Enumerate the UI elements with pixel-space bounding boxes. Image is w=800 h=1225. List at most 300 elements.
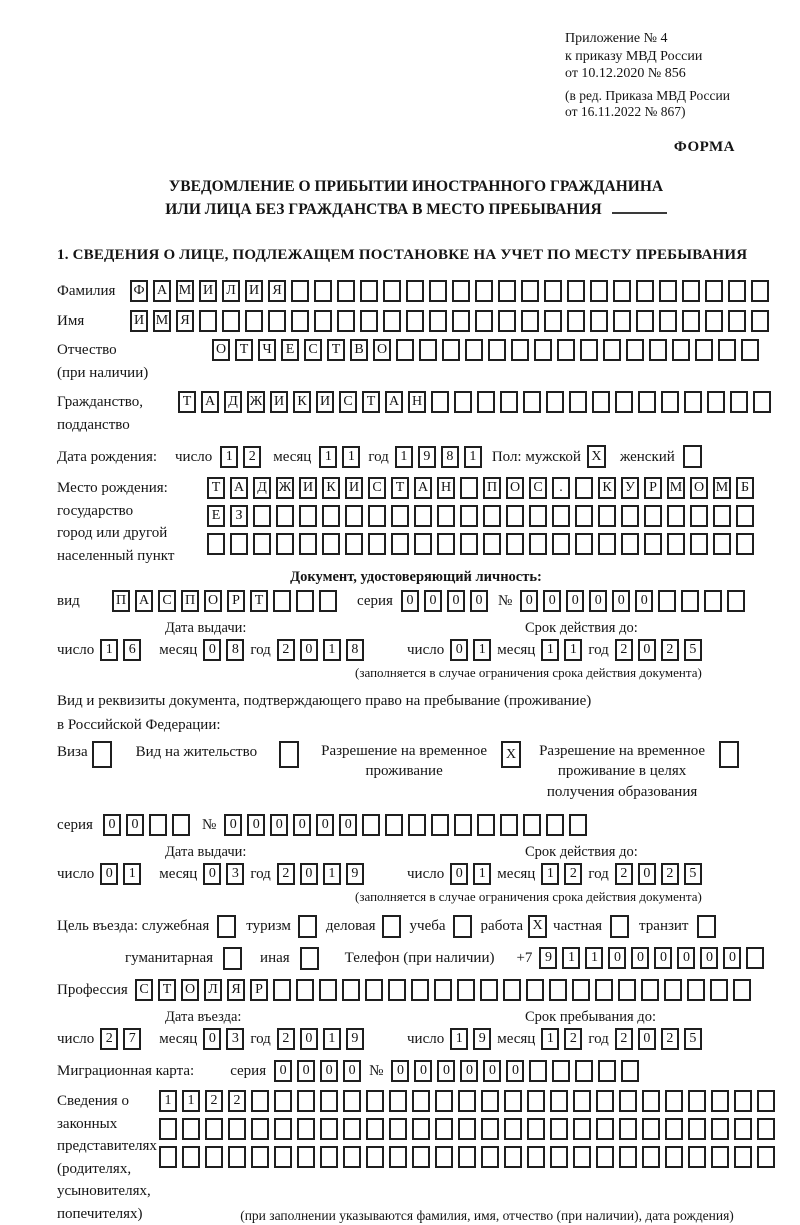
char-box[interactable] [705,280,723,302]
char-box[interactable] [297,1118,315,1140]
char-box[interactable] [149,814,167,836]
char-box[interactable] [454,814,472,836]
char-box[interactable] [228,1146,246,1168]
char-box[interactable]: О [204,590,222,612]
char-box[interactable]: 1 [319,446,337,468]
char-box[interactable] [596,1118,614,1140]
char-box[interactable] [319,590,337,612]
char-box[interactable]: 0 [391,1060,409,1082]
char-box[interactable]: 2 [277,1028,295,1050]
char-box[interactable] [452,280,470,302]
char-box[interactable] [251,1090,269,1112]
char-box[interactable] [483,533,501,555]
char-box[interactable] [299,533,317,555]
char-box[interactable] [458,1118,476,1140]
char-box[interactable] [391,533,409,555]
char-box[interactable] [504,1118,522,1140]
char-box[interactable] [621,505,639,527]
char-box[interactable] [475,280,493,302]
char-box[interactable] [711,1118,729,1140]
char-box[interactable]: И [130,310,148,332]
char-box[interactable] [621,1060,639,1082]
char-box[interactable]: 2 [243,446,261,468]
char-box[interactable]: С [158,590,176,612]
char-box[interactable]: 0 [343,1060,361,1082]
char-box[interactable] [550,1118,568,1140]
char-box[interactable] [92,741,112,768]
char-box[interactable]: 0 [520,590,538,612]
char-box[interactable] [697,915,716,938]
char-box[interactable] [665,1146,683,1168]
char-box[interactable] [713,533,731,555]
char-box[interactable] [682,280,700,302]
char-box[interactable]: К [322,477,340,499]
char-box[interactable] [345,533,363,555]
char-box[interactable] [279,741,299,768]
char-box[interactable] [274,1090,292,1112]
char-box[interactable] [500,814,518,836]
char-box[interactable] [734,1118,752,1140]
char-box[interactable]: 2 [277,863,295,885]
char-box[interactable] [610,915,629,938]
char-box[interactable]: 3 [226,1028,244,1050]
char-box[interactable]: 0 [297,1060,315,1082]
char-box[interactable] [552,533,570,555]
char-box[interactable]: Д [253,477,271,499]
char-box[interactable] [511,339,529,361]
char-box[interactable] [688,1118,706,1140]
char-box[interactable]: 5 [684,1028,702,1050]
char-box[interactable] [598,505,616,527]
char-box[interactable]: 1 [100,639,118,661]
char-box[interactable] [217,915,236,938]
char-box[interactable]: 1 [564,639,582,661]
char-box[interactable]: 0 [203,1028,221,1050]
char-box[interactable] [575,1060,593,1082]
char-box[interactable] [408,814,426,836]
char-box[interactable]: В [350,339,368,361]
char-box[interactable]: Я [227,979,245,1001]
char-box[interactable] [753,391,771,413]
char-box[interactable] [552,505,570,527]
char-box[interactable] [711,1146,729,1168]
char-box[interactable] [618,979,636,1001]
char-box[interactable] [665,1090,683,1112]
char-box[interactable] [526,979,544,1001]
char-box[interactable] [546,391,564,413]
char-box[interactable] [314,310,332,332]
char-box[interactable]: 0 [320,1060,338,1082]
char-box[interactable]: И [270,391,288,413]
char-box[interactable]: З [230,505,248,527]
char-box[interactable]: К [293,391,311,413]
char-box[interactable] [642,1090,660,1112]
char-box[interactable] [690,505,708,527]
char-box[interactable] [549,979,567,1001]
char-box[interactable]: А [414,477,432,499]
char-box[interactable] [619,1118,637,1140]
char-box[interactable] [626,339,644,361]
char-box[interactable] [276,533,294,555]
char-box[interactable] [253,505,271,527]
char-box[interactable] [659,310,677,332]
char-box[interactable] [182,1146,200,1168]
char-box[interactable] [337,280,355,302]
char-box[interactable]: А [153,280,171,302]
char-box[interactable]: С [135,979,153,1001]
char-box[interactable]: А [385,391,403,413]
char-box[interactable] [506,533,524,555]
char-box[interactable] [688,1146,706,1168]
char-box[interactable]: 0 [612,590,630,612]
char-box[interactable]: Н [408,391,426,413]
char-box[interactable]: М [713,477,731,499]
char-box[interactable]: 0 [506,1060,524,1082]
char-box[interactable]: Д [224,391,242,413]
char-box[interactable]: 8 [441,446,459,468]
char-box[interactable]: 2 [277,639,295,661]
char-box[interactable]: Л [222,280,240,302]
char-box[interactable]: 0 [293,814,311,836]
char-box[interactable]: Я [176,310,194,332]
char-box[interactable] [488,339,506,361]
char-box[interactable]: 0 [424,590,442,612]
char-box[interactable]: Ж [247,391,265,413]
char-box[interactable] [649,339,667,361]
char-box[interactable] [728,310,746,332]
char-box[interactable] [388,979,406,1001]
char-box[interactable] [638,391,656,413]
char-box[interactable]: 6 [123,639,141,661]
char-box[interactable]: 1 [473,639,491,661]
char-box[interactable]: С [368,477,386,499]
char-box[interactable] [320,1090,338,1112]
char-box[interactable] [480,979,498,1001]
char-box[interactable]: . [552,477,570,499]
char-box[interactable]: 0 [274,1060,292,1082]
char-box[interactable]: 0 [700,947,718,969]
char-box[interactable]: Ч [258,339,276,361]
char-box[interactable] [437,505,455,527]
char-box[interactable]: П [483,477,501,499]
char-box[interactable] [621,533,639,555]
char-box[interactable]: 0 [589,590,607,612]
char-box[interactable] [521,280,539,302]
char-box[interactable] [460,505,478,527]
char-box[interactable] [757,1146,775,1168]
char-box[interactable]: Р [644,477,662,499]
char-box[interactable]: 1 [323,1028,341,1050]
char-box[interactable] [736,505,754,527]
char-box[interactable]: X [528,915,547,938]
char-box[interactable] [299,505,317,527]
char-box[interactable]: Ж [276,477,294,499]
char-box[interactable] [544,280,562,302]
char-box[interactable] [366,1146,384,1168]
char-box[interactable] [683,445,702,468]
char-box[interactable] [734,1146,752,1168]
char-box[interactable] [383,280,401,302]
char-box[interactable]: 0 [677,947,695,969]
char-box[interactable] [569,814,587,836]
char-box[interactable] [567,280,585,302]
char-box[interactable] [319,979,337,1001]
char-box[interactable]: Я [268,280,286,302]
char-box[interactable] [736,533,754,555]
char-box[interactable] [360,280,378,302]
char-box[interactable] [322,533,340,555]
char-box[interactable] [575,477,593,499]
char-box[interactable]: Н [437,477,455,499]
char-box[interactable] [504,1146,522,1168]
char-box[interactable]: А [230,477,248,499]
char-box[interactable] [431,391,449,413]
char-box[interactable] [274,1118,292,1140]
char-box[interactable] [704,590,722,612]
char-box[interactable]: О [506,477,524,499]
char-box[interactable] [222,310,240,332]
char-box[interactable] [595,979,613,1001]
char-box[interactable] [230,533,248,555]
char-box[interactable] [644,505,662,527]
char-box[interactable]: 5 [684,639,702,661]
char-box[interactable]: 9 [346,863,364,885]
char-box[interactable] [429,310,447,332]
char-box[interactable] [343,1118,361,1140]
char-box[interactable] [343,1146,361,1168]
char-box[interactable]: М [153,310,171,332]
char-box[interactable]: 0 [126,814,144,836]
char-box[interactable]: И [345,477,363,499]
char-box[interactable] [596,1090,614,1112]
char-box[interactable] [642,1118,660,1140]
char-box[interactable] [414,533,432,555]
char-box[interactable] [575,533,593,555]
char-box[interactable]: 0 [470,590,488,612]
char-box[interactable] [641,979,659,1001]
char-box[interactable] [320,1146,338,1168]
char-box[interactable]: 8 [226,639,244,661]
char-box[interactable] [573,1090,591,1112]
char-box[interactable] [619,1146,637,1168]
char-box[interactable] [719,741,739,768]
char-box[interactable] [382,915,401,938]
char-box[interactable] [475,310,493,332]
char-box[interactable] [498,280,516,302]
char-box[interactable]: Т [362,391,380,413]
char-box[interactable]: X [501,741,521,768]
char-box[interactable]: Р [227,590,245,612]
char-box[interactable] [389,1118,407,1140]
char-box[interactable] [527,1146,545,1168]
char-box[interactable] [619,1090,637,1112]
char-box[interactable] [695,339,713,361]
char-box[interactable] [572,979,590,1001]
char-box[interactable]: Л [204,979,222,1001]
char-box[interactable] [481,1146,499,1168]
char-box[interactable] [751,310,769,332]
char-box[interactable] [458,1146,476,1168]
char-box[interactable]: 0 [300,863,318,885]
char-box[interactable] [434,979,452,1001]
char-box[interactable]: Ф [130,280,148,302]
char-box[interactable] [435,1118,453,1140]
char-box[interactable] [523,391,541,413]
char-box[interactable] [569,391,587,413]
char-box[interactable] [713,505,731,527]
char-box[interactable]: 7 [123,1028,141,1050]
char-box[interactable] [412,1090,430,1112]
char-box[interactable] [391,505,409,527]
char-box[interactable]: О [690,477,708,499]
char-box[interactable]: 8 [346,639,364,661]
char-box[interactable]: 0 [566,590,584,612]
char-box[interactable]: 9 [418,446,436,468]
char-box[interactable] [223,947,242,970]
char-box[interactable] [460,533,478,555]
char-box[interactable]: 1 [323,639,341,661]
char-box[interactable] [727,590,745,612]
char-box[interactable] [550,1146,568,1168]
char-box[interactable]: И [245,280,263,302]
char-box[interactable] [590,280,608,302]
char-box[interactable] [615,391,633,413]
char-box[interactable] [205,1146,223,1168]
char-box[interactable]: Т [158,979,176,1001]
char-box[interactable] [710,979,728,1001]
char-box[interactable] [529,533,547,555]
char-box[interactable] [453,915,472,938]
char-box[interactable]: 0 [638,863,656,885]
char-box[interactable] [667,533,685,555]
char-box[interactable]: И [316,391,334,413]
char-box[interactable]: 0 [316,814,334,836]
char-box[interactable]: 0 [638,1028,656,1050]
char-box[interactable] [366,1118,384,1140]
char-box[interactable] [575,505,593,527]
char-box[interactable] [613,310,631,332]
char-box[interactable] [598,1060,616,1082]
char-box[interactable]: 1 [464,446,482,468]
char-box[interactable]: Е [281,339,299,361]
char-box[interactable] [746,947,764,969]
char-box[interactable] [644,533,662,555]
char-box[interactable]: У [621,477,639,499]
char-box[interactable] [590,310,608,332]
char-box[interactable]: 1 [395,446,413,468]
char-box[interactable] [429,280,447,302]
char-box[interactable] [718,339,736,361]
char-box[interactable] [276,505,294,527]
char-box[interactable] [730,391,748,413]
char-box[interactable]: 1 [220,446,238,468]
char-box[interactable]: 1 [123,863,141,885]
char-box[interactable]: 1 [562,947,580,969]
char-box[interactable]: А [201,391,219,413]
char-box[interactable]: 0 [460,1060,478,1082]
char-box[interactable]: 1 [450,1028,468,1050]
char-box[interactable]: 9 [473,1028,491,1050]
char-box[interactable] [345,505,363,527]
char-box[interactable] [396,339,414,361]
char-box[interactable] [298,915,317,938]
char-box[interactable] [598,533,616,555]
char-box[interactable] [205,1118,223,1140]
char-box[interactable]: 0 [339,814,357,836]
char-box[interactable] [337,310,355,332]
char-box[interactable]: 0 [414,1060,432,1082]
char-box[interactable]: 2 [661,1028,679,1050]
char-box[interactable]: 1 [182,1090,200,1112]
char-box[interactable]: 2 [564,863,582,885]
char-box[interactable] [159,1146,177,1168]
char-box[interactable] [546,814,564,836]
char-box[interactable] [728,280,746,302]
char-box[interactable]: 2 [228,1090,246,1112]
char-box[interactable] [550,1090,568,1112]
char-box[interactable] [580,339,598,361]
char-box[interactable]: 1 [342,446,360,468]
char-box[interactable] [636,310,654,332]
char-box[interactable]: 5 [684,863,702,885]
char-box[interactable]: 0 [723,947,741,969]
char-box[interactable]: Т [235,339,253,361]
char-box[interactable] [454,391,472,413]
char-box[interactable] [687,979,705,1001]
char-box[interactable] [544,310,562,332]
char-box[interactable] [592,391,610,413]
char-box[interactable]: 9 [539,947,557,969]
char-box[interactable] [442,339,460,361]
char-box[interactable] [688,1090,706,1112]
char-box[interactable] [411,979,429,1001]
char-box[interactable]: 0 [483,1060,501,1082]
char-box[interactable] [465,339,483,361]
char-box[interactable] [527,1090,545,1112]
char-box[interactable] [322,505,340,527]
char-box[interactable] [207,533,225,555]
char-box[interactable] [521,310,539,332]
char-box[interactable] [435,1090,453,1112]
char-box[interactable]: Т [250,590,268,612]
char-box[interactable]: А [135,590,153,612]
char-box[interactable] [412,1118,430,1140]
char-box[interactable] [481,1118,499,1140]
char-box[interactable]: 2 [205,1090,223,1112]
char-box[interactable] [681,590,699,612]
char-box[interactable]: Е [207,505,225,527]
char-box[interactable] [383,310,401,332]
char-box[interactable]: 0 [300,639,318,661]
char-box[interactable]: 0 [447,590,465,612]
char-box[interactable]: 1 [473,863,491,885]
char-box[interactable]: Т [327,339,345,361]
char-box[interactable] [481,1090,499,1112]
char-box[interactable] [705,310,723,332]
char-box[interactable] [500,391,518,413]
char-box[interactable] [296,590,314,612]
char-box[interactable]: 0 [100,863,118,885]
char-box[interactable] [557,339,575,361]
char-box[interactable] [664,979,682,1001]
char-box[interactable]: Т [207,477,225,499]
char-box[interactable] [431,814,449,836]
char-box[interactable]: 2 [661,639,679,661]
char-box[interactable]: О [181,979,199,1001]
char-box[interactable] [636,280,654,302]
char-box[interactable]: 0 [203,863,221,885]
char-box[interactable] [253,533,271,555]
